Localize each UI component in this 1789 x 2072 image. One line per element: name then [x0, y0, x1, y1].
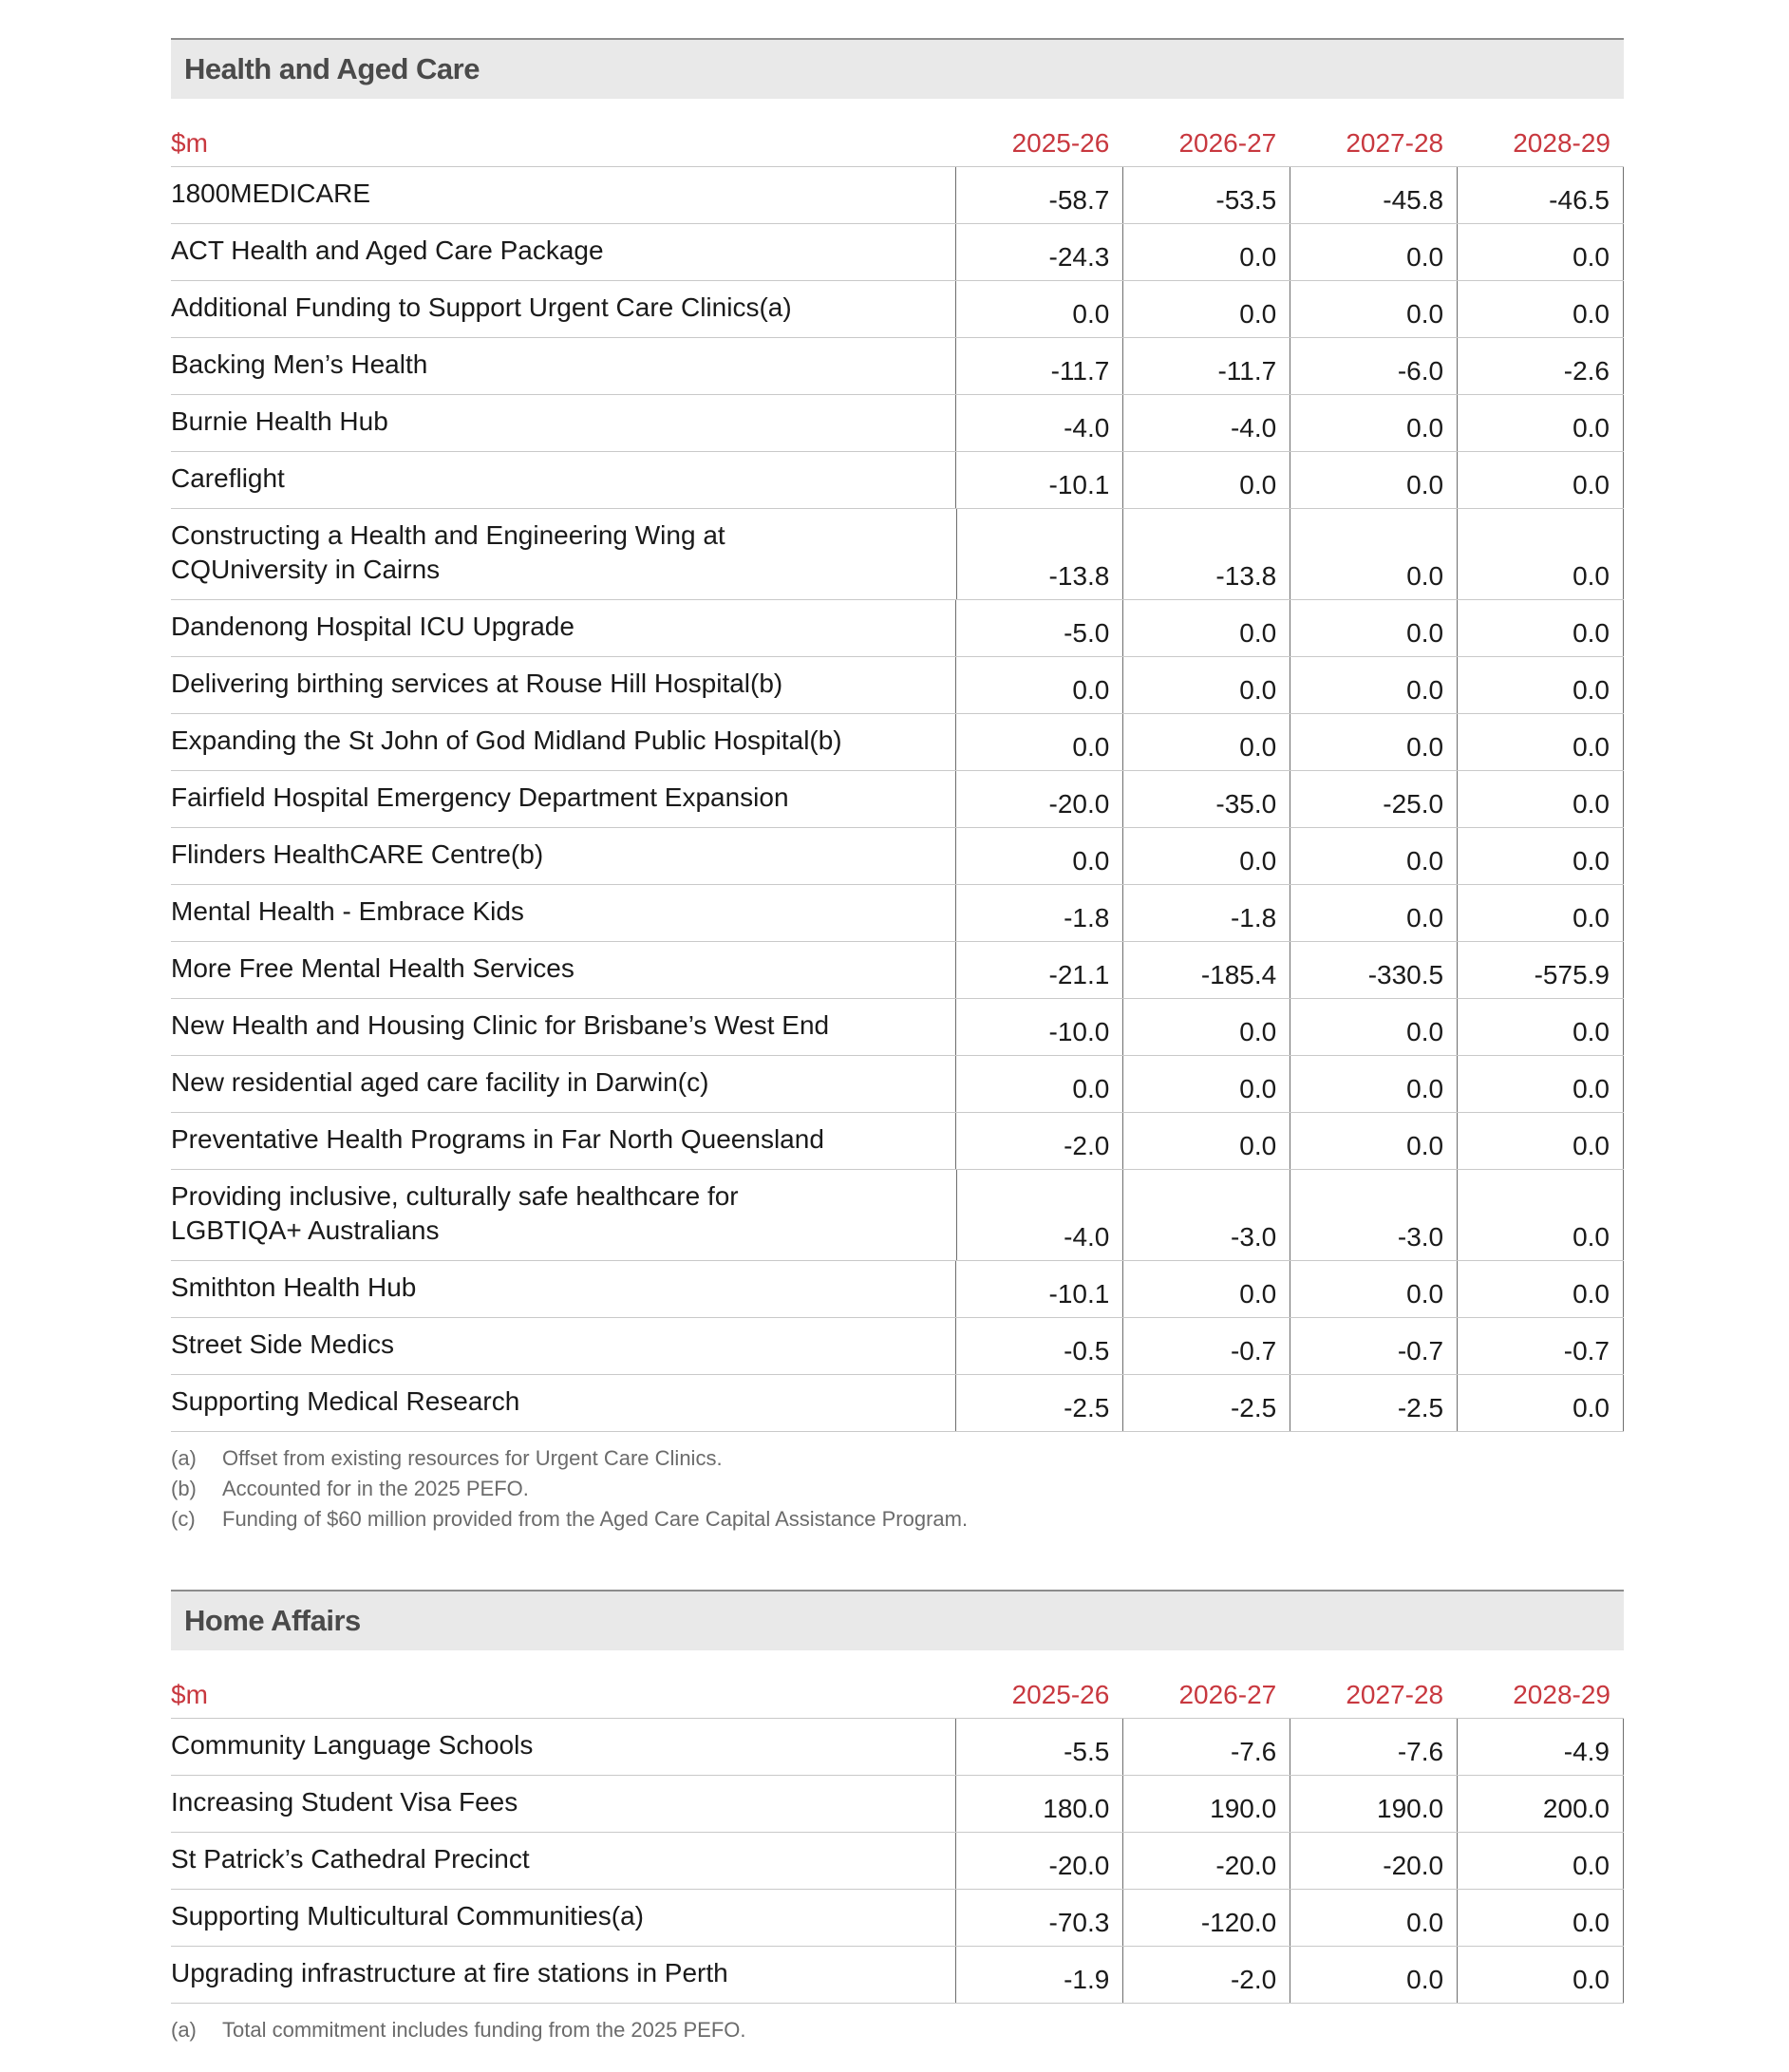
- footnote-text: Total commitment includes funding from the 2025 PEFO.: [222, 2018, 746, 2042]
- unit-label: $m: [171, 128, 208, 158]
- row-label: Supporting Multicultural Communities(a): [171, 1901, 644, 1931]
- row-label: Additional Funding to Support Urgent Care Clinics(a): [171, 292, 792, 322]
- value-cell: 0.0: [1457, 395, 1624, 451]
- value-cell: -58.7: [955, 167, 1122, 223]
- value-cell: -575.9: [1457, 942, 1624, 998]
- row-label: 1800MEDICARE: [171, 179, 371, 208]
- row-label: St Patrick’s Cathedral Precinct: [171, 1844, 530, 1874]
- home-affairs-column-header: [171, 1650, 1624, 1719]
- row-label: Fairfield Hospital Emergency Department Expansion: [171, 782, 789, 812]
- value-cell: 0.0: [1290, 1113, 1457, 1169]
- home-affairs-section: [171, 1590, 1624, 2045]
- value-cell: 0.0: [1457, 885, 1624, 941]
- value-cell: -7.6: [1122, 1719, 1290, 1775]
- value-cell: -7.6: [1290, 1719, 1457, 1775]
- footnote-marker: (a): [171, 1446, 197, 1470]
- footnote: [171, 2015, 1624, 2045]
- value-cell: 0.0: [1457, 714, 1624, 770]
- value-cell: 0.0: [1457, 771, 1624, 827]
- value-cell: -4.0: [1122, 395, 1290, 451]
- row-label: Community Language Schools: [171, 1730, 534, 1760]
- value-cell: 0.0: [1457, 1890, 1624, 1946]
- value-cell: -3.0: [1122, 1170, 1290, 1260]
- table-row: [171, 1719, 1624, 1776]
- value-cell: 0.0: [1290, 885, 1457, 941]
- value-cell: -25.0: [1290, 771, 1457, 827]
- value-cell: -4.9: [1457, 1719, 1624, 1775]
- health-table-body: [171, 167, 1624, 1432]
- table-row: [171, 224, 1624, 281]
- footnote-marker: (a): [171, 2018, 197, 2042]
- value-cell: 0.0: [1457, 452, 1624, 508]
- value-cell: 200.0: [1457, 1776, 1624, 1832]
- value-cell: -2.6: [1457, 338, 1624, 394]
- value-cell: 0.0: [1290, 1261, 1457, 1317]
- value-cell: 0.0: [1290, 999, 1457, 1055]
- value-cell: -1.9: [955, 1947, 1122, 2003]
- value-cell: 0.0: [1290, 395, 1457, 451]
- table-row: [171, 1776, 1624, 1833]
- value-cell: -1.8: [1122, 885, 1290, 941]
- footnote: [171, 1443, 1624, 1474]
- value-cell: -10.1: [955, 1261, 1122, 1317]
- value-cell: 0.0: [1457, 1113, 1624, 1169]
- value-cell: 0.0: [1457, 509, 1624, 599]
- value-cell: 0.0: [955, 657, 1122, 713]
- home-affairs-section-header: [171, 1590, 1624, 1650]
- table-row: [171, 452, 1624, 509]
- value-cell: 0.0: [1122, 714, 1290, 770]
- value-cell: -70.3: [955, 1890, 1122, 1946]
- table-row: [171, 509, 1624, 600]
- table-row: [171, 714, 1624, 771]
- value-cell: 0.0: [1122, 1261, 1290, 1317]
- value-cell: -10.0: [955, 999, 1122, 1055]
- value-cell: -5.0: [955, 600, 1122, 656]
- footnote: [171, 1504, 1624, 1535]
- value-cell: -0.7: [1290, 1318, 1457, 1374]
- value-cell: 0.0: [955, 714, 1122, 770]
- value-cell: 0.0: [955, 281, 1122, 337]
- value-cell: -0.7: [1457, 1318, 1624, 1374]
- health-section-header: [171, 38, 1624, 99]
- table-row: [171, 1375, 1624, 1432]
- value-cell: -11.7: [955, 338, 1122, 394]
- value-cell: 0.0: [1290, 509, 1457, 599]
- row-label: Backing Men’s Health: [171, 349, 428, 379]
- row-label: Delivering birthing services at Rouse Hill Hospital(b): [171, 669, 783, 698]
- value-cell: 180.0: [955, 1776, 1122, 1832]
- year-header: 2026-27: [1178, 128, 1277, 158]
- value-cell: -35.0: [1122, 771, 1290, 827]
- footnote-text: Accounted for in the 2025 PEFO.: [222, 1477, 529, 1500]
- row-label: ACT Health and Aged Care Package: [171, 235, 604, 265]
- year-header: 2027-28: [1346, 128, 1444, 158]
- value-cell: 0.0: [955, 828, 1122, 884]
- value-cell: -1.8: [955, 885, 1122, 941]
- table-row: [171, 942, 1624, 999]
- value-cell: 0.0: [1457, 828, 1624, 884]
- row-label: New residential aged care facility in Darwin(c): [171, 1067, 709, 1097]
- table-row: [171, 1947, 1624, 2004]
- value-cell: 0.0: [1457, 1056, 1624, 1112]
- value-cell: 0.0: [1290, 452, 1457, 508]
- row-label: Supporting Medical Research: [171, 1386, 520, 1416]
- table-row: [171, 600, 1624, 657]
- value-cell: 0.0: [1290, 1947, 1457, 2003]
- value-cell: 0.0: [1290, 1890, 1457, 1946]
- table-row: [171, 1890, 1624, 1947]
- health-column-header: [171, 99, 1624, 167]
- table-row: [171, 395, 1624, 452]
- value-cell: 0.0: [1457, 1947, 1624, 2003]
- value-cell: -2.5: [1122, 1375, 1290, 1431]
- value-cell: 0.0: [1122, 828, 1290, 884]
- section-title: Health and Aged Care: [184, 52, 480, 85]
- row-label: Flinders HealthCARE Centre(b): [171, 839, 544, 869]
- value-cell: 0.0: [1122, 999, 1290, 1055]
- home-affairs-footnotes: [171, 2015, 1624, 2045]
- value-cell: -0.7: [1122, 1318, 1290, 1374]
- table-row: [171, 1318, 1624, 1375]
- value-cell: -2.5: [1290, 1375, 1457, 1431]
- table-row: [171, 885, 1624, 942]
- table-row: [171, 1056, 1624, 1113]
- table-row: [171, 999, 1624, 1056]
- table-row: [171, 1113, 1624, 1170]
- table-row: [171, 1261, 1624, 1318]
- value-cell: -24.3: [955, 224, 1122, 280]
- value-cell: -2.0: [955, 1113, 1122, 1169]
- row-label: Constructing a Health and Engineering Wing at CQUniversity in Cairns: [171, 520, 725, 584]
- value-cell: 0.0: [1457, 1170, 1624, 1260]
- value-cell: 0.0: [1290, 1056, 1457, 1112]
- value-cell: 0.0: [1122, 1113, 1290, 1169]
- row-label: Dandenong Hospital ICU Upgrade: [171, 612, 574, 641]
- footnote: [171, 1474, 1624, 1504]
- value-cell: -20.0: [955, 1833, 1122, 1889]
- value-cell: -20.0: [1290, 1833, 1457, 1889]
- value-cell: -330.5: [1290, 942, 1457, 998]
- table-row: [171, 828, 1624, 885]
- footnote-text: Offset from existing resources for Urgent Care Clinics.: [222, 1446, 723, 1470]
- row-label: More Free Mental Health Services: [171, 953, 574, 983]
- table-row: [171, 167, 1624, 224]
- value-cell: -20.0: [955, 771, 1122, 827]
- row-label: Upgrading infrastructure at fire stations in Perth: [171, 1958, 728, 1987]
- table-row: [171, 1833, 1624, 1890]
- value-cell: -2.0: [1122, 1947, 1290, 2003]
- home-affairs-table-body: [171, 1719, 1624, 2004]
- row-label: Smithton Health Hub: [171, 1272, 417, 1302]
- footnote-text: Funding of $60 million provided from the Aged Care Capital Assistance Program.: [222, 1507, 969, 1531]
- table-row: [171, 1170, 1624, 1261]
- value-cell: 0.0: [1457, 224, 1624, 280]
- row-label: Providing inclusive, culturally safe healthcare for LGBTIQA+ Australians: [171, 1181, 739, 1245]
- value-cell: 0.0: [1122, 657, 1290, 713]
- section-title: Home Affairs: [184, 1604, 361, 1637]
- value-cell: -13.8: [1122, 509, 1290, 599]
- table-row: [171, 657, 1624, 714]
- value-cell: -13.8: [956, 509, 1123, 599]
- value-cell: 0.0: [1457, 1375, 1624, 1431]
- row-label: Burnie Health Hub: [171, 406, 388, 436]
- value-cell: -45.8: [1290, 167, 1457, 223]
- value-cell: 0.0: [1290, 828, 1457, 884]
- value-cell: 0.0: [1457, 1261, 1624, 1317]
- year-header: 2028-29: [1513, 1680, 1610, 1709]
- value-cell: 190.0: [1122, 1776, 1290, 1832]
- value-cell: 0.0: [1457, 1833, 1624, 1889]
- footnote-marker: (c): [171, 1507, 196, 1531]
- value-cell: 0.0: [1122, 1056, 1290, 1112]
- value-cell: 0.0: [1122, 281, 1290, 337]
- health-section: [171, 38, 1624, 1535]
- value-cell: 0.0: [1290, 657, 1457, 713]
- value-cell: -11.7: [1122, 338, 1290, 394]
- value-cell: -0.5: [955, 1318, 1122, 1374]
- row-label: Expanding the St John of God Midland Public Hospital(b): [171, 725, 842, 755]
- value-cell: 0.0: [1457, 657, 1624, 713]
- value-cell: -46.5: [1457, 167, 1624, 223]
- value-cell: -3.0: [1290, 1170, 1457, 1260]
- table-row: [171, 281, 1624, 338]
- value-cell: -53.5: [1122, 167, 1290, 223]
- year-header: 2028-29: [1513, 128, 1610, 158]
- value-cell: 0.0: [1290, 281, 1457, 337]
- value-cell: -185.4: [1122, 942, 1290, 998]
- value-cell: 0.0: [1122, 600, 1290, 656]
- value-cell: -120.0: [1122, 1890, 1290, 1946]
- year-header: 2026-27: [1178, 1680, 1277, 1709]
- unit-label: $m: [171, 1680, 208, 1709]
- value-cell: 0.0: [1122, 224, 1290, 280]
- row-label: Careflight: [171, 463, 285, 493]
- footnote-marker: (b): [171, 1477, 197, 1500]
- table-row: [171, 338, 1624, 395]
- value-cell: -10.1: [955, 452, 1122, 508]
- row-label: Mental Health - Embrace Kids: [171, 896, 524, 926]
- value-cell: 0.0: [1457, 600, 1624, 656]
- value-cell: 0.0: [1457, 999, 1624, 1055]
- year-header: 2027-28: [1346, 1680, 1444, 1709]
- value-cell: -21.1: [955, 942, 1122, 998]
- year-header: 2025-26: [1011, 1680, 1110, 1709]
- value-cell: 0.0: [1290, 714, 1457, 770]
- row-label: Increasing Student Visa Fees: [171, 1787, 518, 1817]
- value-cell: 0.0: [1290, 600, 1457, 656]
- value-cell: -5.5: [955, 1719, 1122, 1775]
- value-cell: -20.0: [1122, 1833, 1290, 1889]
- row-label: New Health and Housing Clinic for Brisbane’s West End: [171, 1010, 830, 1040]
- row-label: Street Side Medics: [171, 1329, 394, 1359]
- row-label: Preventative Health Programs in Far North Queensland: [171, 1124, 824, 1154]
- value-cell: -2.5: [955, 1375, 1122, 1431]
- value-cell: -4.0: [955, 395, 1122, 451]
- value-cell: 190.0: [1290, 1776, 1457, 1832]
- year-header: 2025-26: [1011, 128, 1110, 158]
- value-cell: 0.0: [955, 1056, 1122, 1112]
- value-cell: 0.0: [1122, 452, 1290, 508]
- value-cell: 0.0: [1457, 281, 1624, 337]
- value-cell: -4.0: [956, 1170, 1123, 1260]
- value-cell: -6.0: [1290, 338, 1457, 394]
- health-footnotes: [171, 1443, 1624, 1535]
- value-cell: 0.0: [1290, 224, 1457, 280]
- table-row: [171, 771, 1624, 828]
